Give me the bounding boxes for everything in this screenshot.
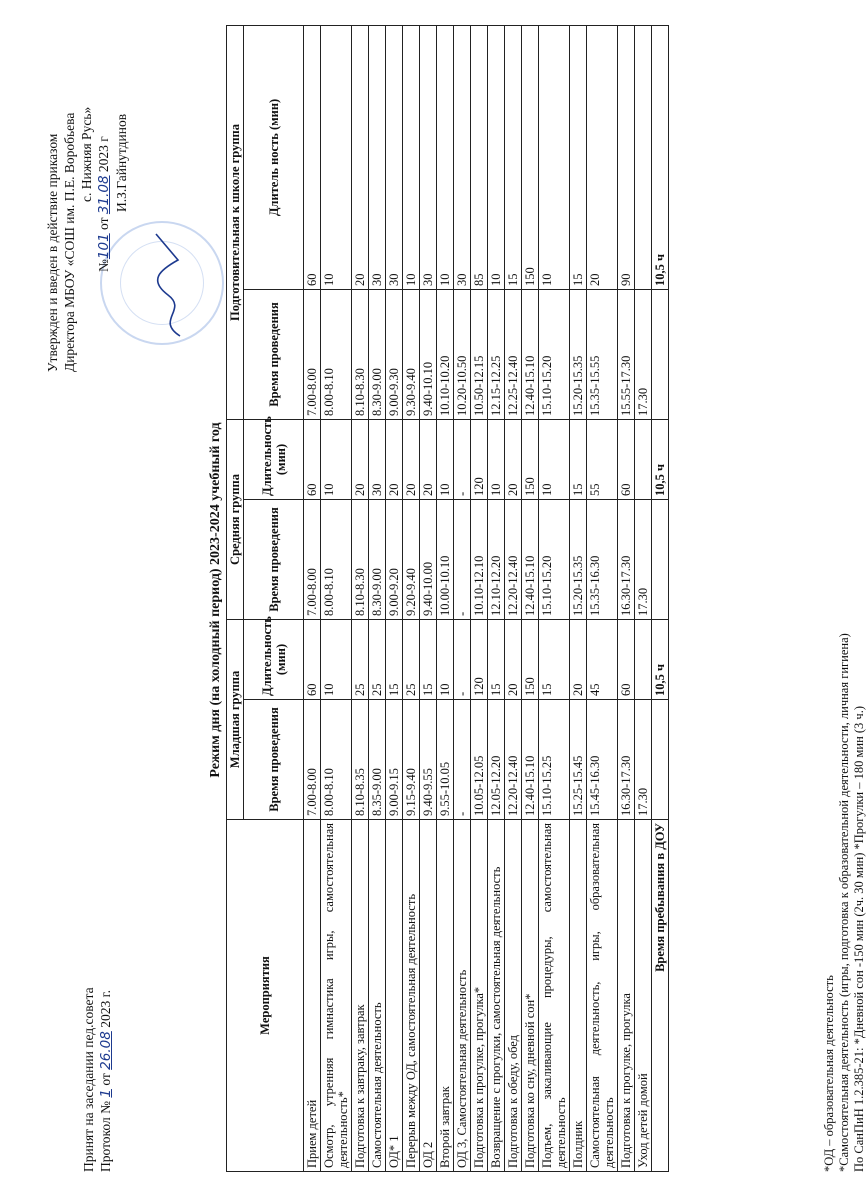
table-row xyxy=(539,25,570,1171)
prep-duration: 150 xyxy=(522,25,539,289)
middle-time: 8.00-8.10 xyxy=(321,499,352,619)
middle-duration: 10 xyxy=(437,419,454,499)
prep-duration: 30 xyxy=(420,25,437,289)
table-row xyxy=(471,25,488,1171)
junior-time: 9.00-9.15 xyxy=(386,700,403,820)
total-spacer xyxy=(652,499,669,619)
header-time: Время проведения xyxy=(244,499,304,619)
junior-duration: 15 xyxy=(420,619,437,699)
junior-time: 15.45-16.30 xyxy=(587,700,618,820)
prep-time: 15.35-15.55 xyxy=(587,289,618,419)
prep-time: 15.55-17.30 xyxy=(618,289,635,419)
junior-duration: 15 xyxy=(386,619,403,699)
junior-duration: 15 xyxy=(539,619,570,699)
prep-duration: 30 xyxy=(454,25,471,289)
total-row xyxy=(652,25,669,1171)
junior-duration: 45 xyxy=(587,619,618,699)
junior-time: 9.15-9.40 xyxy=(403,700,420,820)
junior-time: 8.10-8.35 xyxy=(352,700,369,820)
junior-time: 16.30-17.30 xyxy=(618,700,635,820)
order-prefix: № xyxy=(96,259,111,272)
table-row xyxy=(635,25,652,1171)
activity-cell: ОД 3, Самостоятельная деятельность xyxy=(454,820,471,1172)
table-row xyxy=(570,25,587,1171)
table-row xyxy=(522,25,539,1171)
protocol-line xyxy=(97,987,115,1172)
activity-cell: Полдник xyxy=(570,820,587,1172)
table-row xyxy=(488,25,505,1171)
prep-time: 12.25-12.40 xyxy=(505,289,522,419)
middle-duration: 20 xyxy=(420,419,437,499)
table-row xyxy=(352,25,369,1171)
order-date: 31.08 xyxy=(96,175,112,215)
approval-village: с. Нижняя Русь» xyxy=(79,106,94,202)
middle-time: - xyxy=(454,499,471,619)
middle-time: 7.00-8.00 xyxy=(304,499,321,619)
page-title: Режим дня (на холодный период) 2023-2024 учебный год xyxy=(208,422,223,778)
activity-cell: Самостоятельная деятельность xyxy=(369,820,386,1172)
junior-duration: 60 xyxy=(618,619,635,699)
approval-order-line xyxy=(95,107,113,372)
header-activity: Мероприятия xyxy=(227,820,304,1172)
junior-duration: 25 xyxy=(403,619,420,699)
middle-time: 9.20-9.40 xyxy=(403,499,420,619)
acceptance-line: Принят на заседании пед.совета xyxy=(81,987,96,1172)
middle-time: 15.10-15.20 xyxy=(539,499,570,619)
prep-duration: 20 xyxy=(587,25,618,289)
activity-cell: Осмотр, утренняя гимнастика игры, самостоятельная деятельность* xyxy=(321,820,352,1172)
junior-duration: 15 xyxy=(488,619,505,699)
junior-time: 15.10-15.25 xyxy=(539,700,570,820)
prep-time: 10.50-12.15 xyxy=(471,289,488,419)
total-junior: 10,5 ч xyxy=(652,619,669,699)
middle-duration xyxy=(635,419,652,499)
header-duration: Длительность (мин) xyxy=(244,419,304,499)
junior-duration: 20 xyxy=(570,619,587,699)
junior-duration: - xyxy=(454,619,471,699)
middle-duration: 20 xyxy=(352,419,369,499)
activity-cell: Подготовка к прогулке, прогулка xyxy=(618,820,635,1172)
table-row xyxy=(587,25,618,1171)
prep-duration: 20 xyxy=(352,25,369,289)
prep-duration: 10 xyxy=(321,25,352,289)
table-row xyxy=(403,25,420,1171)
header-group-junior: Младшая группа xyxy=(227,619,244,819)
order-year: 2023 г xyxy=(96,136,111,176)
footnote: *Самостоятельная деятельность (игры, подготовка к образовательной деятельности, личная гигиена) xyxy=(837,633,851,1172)
approval-block xyxy=(44,107,130,372)
table-row xyxy=(505,25,522,1171)
junior-time: 10.05-12.05 xyxy=(471,700,488,820)
middle-time: 16.30-17.30 xyxy=(618,499,635,619)
middle-duration: 20 xyxy=(386,419,403,499)
schedule-table xyxy=(226,25,669,1172)
protocol-prefix: Протокол № xyxy=(98,1097,113,1172)
junior-duration: 120 xyxy=(471,619,488,699)
prep-duration: 85 xyxy=(471,25,488,289)
prep-time: 9.30-9.40 xyxy=(403,289,420,419)
prep-time: 8.00-8.10 xyxy=(321,289,352,419)
middle-time: 8.30-9.00 xyxy=(369,499,386,619)
junior-time: 9.40-9.55 xyxy=(420,700,437,820)
table-row xyxy=(454,25,471,1171)
prep-time: 15.20-15.35 xyxy=(570,289,587,419)
middle-duration: 20 xyxy=(505,419,522,499)
table-row xyxy=(386,25,403,1171)
middle-duration: 10 xyxy=(488,419,505,499)
middle-duration: 150 xyxy=(522,419,539,499)
header-group-middle: Средняя группа xyxy=(227,419,244,619)
prep-duration: 15 xyxy=(505,25,522,289)
junior-time: 7.00-8.00 xyxy=(304,700,321,820)
footnote: *ОД – образовательная деятельность xyxy=(822,975,836,1172)
prep-duration: 30 xyxy=(369,25,386,289)
total-label: Время пребывания в ДОУ xyxy=(652,820,669,1172)
junior-duration: 10 xyxy=(437,619,454,699)
header-group-preparatory: Подготовительная к школе группа xyxy=(227,25,244,419)
director-signature xyxy=(150,230,190,340)
total-spacer xyxy=(652,289,669,419)
middle-time: 12.40-15.10 xyxy=(522,499,539,619)
junior-time: - xyxy=(454,700,471,820)
junior-duration: 60 xyxy=(304,619,321,699)
prep-time: 15.10-15.20 xyxy=(539,289,570,419)
approval-school: Директора МБОУ «СОШ им. П.Е. Воробьева xyxy=(62,112,77,372)
middle-time: 10.00-10.10 xyxy=(437,499,454,619)
junior-time: 12.05-12.20 xyxy=(488,700,505,820)
activity-cell: Подготовка к прогулке, прогулка* xyxy=(471,820,488,1172)
prep-time: 12.40-15.10 xyxy=(522,289,539,419)
prep-time: 9.40-10.10 xyxy=(420,289,437,419)
activity-cell: ОД* 1 xyxy=(386,820,403,1172)
order-date-prefix: от xyxy=(96,214,111,234)
junior-time: 17.30 xyxy=(635,700,652,820)
middle-duration: 15 xyxy=(570,419,587,499)
middle-time: 12.10-12.20 xyxy=(488,499,505,619)
total-preparatory: 10,5 ч xyxy=(652,25,669,289)
activity-cell: Возвращение с прогулки, самостоятельная деятельность xyxy=(488,820,505,1172)
junior-time: 8.35-9.00 xyxy=(369,700,386,820)
activity-cell: ОД 2 xyxy=(420,820,437,1172)
middle-duration: 20 xyxy=(403,419,420,499)
prep-time: 8.30-9.00 xyxy=(369,289,386,419)
activity-cell: Подготовка к обеду, обед xyxy=(505,820,522,1172)
footnote: По СанПиН 1.2.385-21: *Дневной сон -150 мин (2ч. 30 мин) *Прогулки – 180 мин (3 ч.) xyxy=(852,706,866,1172)
middle-time: 9.40-10.00 xyxy=(420,499,437,619)
middle-duration: 60 xyxy=(304,419,321,499)
footnotes xyxy=(822,633,867,1172)
prep-duration: 15 xyxy=(570,25,587,289)
middle-time: 8.10-8.30 xyxy=(352,499,369,619)
middle-time: 9.00-9.20 xyxy=(386,499,403,619)
prep-duration: 30 xyxy=(386,25,403,289)
table-row xyxy=(321,25,352,1171)
protocol-number: 1 xyxy=(98,1089,114,1098)
approval-line: Утвержден и введен в действие приказом xyxy=(45,133,60,372)
junior-duration: 150 xyxy=(522,619,539,699)
total-middle: 10,5 ч xyxy=(652,419,669,499)
junior-time: 15.25-15.45 xyxy=(570,700,587,820)
middle-duration: 10 xyxy=(321,419,352,499)
junior-duration xyxy=(635,619,652,699)
prep-time: 12.15-12.25 xyxy=(488,289,505,419)
protocol-date-prefix: от xyxy=(98,1069,113,1090)
activity-cell: Прием детей xyxy=(304,820,321,1172)
table-row xyxy=(369,25,386,1171)
header-duration: Длитель ность (мин) xyxy=(244,25,304,289)
prep-duration: 90 xyxy=(618,25,635,289)
junior-time: 12.20-12.40 xyxy=(505,700,522,820)
prep-duration xyxy=(635,25,652,289)
header-time: Время проведения xyxy=(244,289,304,419)
prep-time: 10.20-10.50 xyxy=(454,289,471,419)
prep-duration: 60 xyxy=(304,25,321,289)
prep-duration: 10 xyxy=(403,25,420,289)
junior-duration: 25 xyxy=(369,619,386,699)
prep-duration: 10 xyxy=(437,25,454,289)
table-row xyxy=(437,25,454,1171)
junior-duration: 20 xyxy=(505,619,522,699)
director-name: И.З.Гайнутдинов xyxy=(114,113,129,212)
middle-duration: 30 xyxy=(369,419,386,499)
junior-duration: 10 xyxy=(321,619,352,699)
prep-duration: 10 xyxy=(488,25,505,289)
header-duration: Длительность (мин) xyxy=(244,619,304,699)
activity-cell: Подъем, закаливающие процедуры, самостоятельная деятельность xyxy=(539,820,570,1172)
middle-time: 10.10-12.10 xyxy=(471,499,488,619)
junior-duration: 25 xyxy=(352,619,369,699)
activity-cell: Перерыв между ОД, самостоятельная деятельность xyxy=(403,820,420,1172)
order-number: 101 xyxy=(96,233,112,260)
junior-time: 8.00-8.10 xyxy=(321,700,352,820)
middle-time: 17.30 xyxy=(635,499,652,619)
protocol-date: 26.08 xyxy=(98,1031,114,1070)
activity-cell: Самостоятельная деятельность, игры, образовательная деятельность xyxy=(587,820,618,1172)
junior-time: 12.40-15.10 xyxy=(522,700,539,820)
middle-duration: 120 xyxy=(471,419,488,499)
middle-time: 15.35-16.30 xyxy=(587,499,618,619)
prep-time: 10.10-10.20 xyxy=(437,289,454,419)
activity-cell: Подготовка ко сну, дневной сон* xyxy=(522,820,539,1172)
prep-time: 7.00-8.00 xyxy=(304,289,321,419)
middle-time: 12.20-12.40 xyxy=(505,499,522,619)
prep-time: 9.00-9.30 xyxy=(386,289,403,419)
junior-time: 9.55-10.05 xyxy=(437,700,454,820)
middle-duration: 55 xyxy=(587,419,618,499)
table-row xyxy=(420,25,437,1171)
prep-duration: 10 xyxy=(539,25,570,289)
middle-time: 15.20-15.35 xyxy=(570,499,587,619)
total-spacer xyxy=(652,700,669,820)
table-row xyxy=(304,25,321,1171)
activity-cell: Уход детей домой xyxy=(635,820,652,1172)
activity-cell: Второй завтрак xyxy=(437,820,454,1172)
protocol-year: 2023 г. xyxy=(98,990,113,1032)
table-row xyxy=(618,25,635,1171)
middle-duration: - xyxy=(454,419,471,499)
middle-duration: 60 xyxy=(618,419,635,499)
activity-cell: Подготовка к завтраку, завтрак xyxy=(352,820,369,1172)
header-time: Время проведения xyxy=(244,700,304,820)
acceptance-block xyxy=(80,987,115,1172)
middle-duration: 10 xyxy=(539,419,570,499)
prep-time: 17.30 xyxy=(635,289,652,419)
prep-time: 8.10-8.30 xyxy=(352,289,369,419)
